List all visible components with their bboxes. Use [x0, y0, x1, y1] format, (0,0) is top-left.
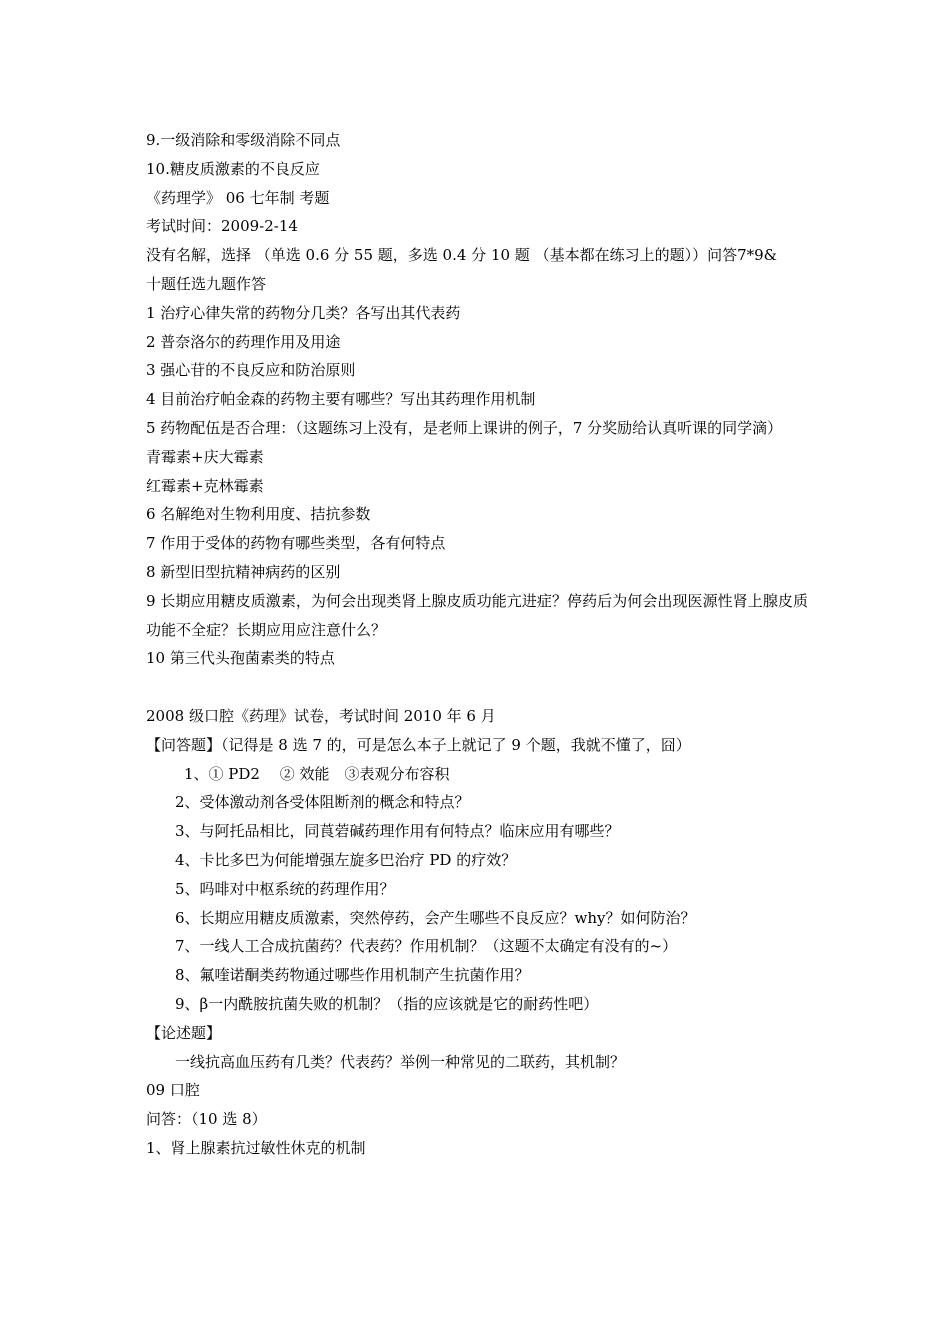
- question-item: 1 治疗心律失常的药物分几类？各写出其代表药: [146, 303, 461, 322]
- exam-date: 考试时间：2009-2-14: [146, 217, 298, 236]
- question-item: 6 名解绝对生物利用度、拮抗参数: [146, 505, 371, 524]
- question-item: 1、① PD2 ② 效能 ③表观分布容积: [184, 764, 450, 783]
- section-header: 【论述题】: [146, 1023, 222, 1042]
- text-line: 红霉素+克林霉素: [146, 476, 264, 495]
- essay-question: 一线抗高血压药有几类？代表药？举例一种常见的二联药，其机制？: [175, 1052, 626, 1071]
- question-item: 2、受体激动剂各受体阻断剂的概念和特点？: [175, 793, 470, 812]
- text-line: 9.一级消除和零级消除不同点: [146, 131, 341, 149]
- question-item: 1、肾上腺素抗过敏性休克的机制: [146, 1138, 366, 1157]
- question-item: 4 目前治疗帕金森的药物主要有哪些？写出其药理作用机制: [146, 390, 536, 409]
- question-item: 4、卡比多巴为何能增强左旋多巴治疗 PD 的疗效？: [175, 850, 517, 869]
- document-body: [146, 126, 808, 1163]
- text-line: 10.糖皮质激素的不良反应: [146, 159, 320, 178]
- blank-line: [146, 673, 808, 702]
- question-item: 5、吗啡对中枢系统的药理作用？: [175, 879, 395, 898]
- question-item: 9、β一内酰胺抗菌失败的机制？（指的应该就是它的耐药性吧）: [175, 994, 599, 1013]
- exam-format: 没有名解，选择 （单选 0.6 分 55 题，多选 0.4 分 10 题 （基本都在练习上的题））问答7*9&: [146, 246, 778, 265]
- question-item: 2 普奈洛尔的药理作用及用途: [146, 332, 341, 351]
- question-item: 9 长期应用糖皮质激素，为何会出现类肾上腺皮质功能亢进症？停药后为何会出现医源性肾上腺皮质功能不全症？长期应用应注意什么？: [146, 591, 808, 639]
- question-item: 5 药物配伍是否合理：（这题练习上没有，是老师上课讲的例子，7 分奖励给认真听课的同学滴）: [146, 418, 783, 437]
- question-item: 6、长期应用糖皮质激素，突然停药，会产生哪些不良反应？why？如何防治？: [175, 908, 696, 927]
- question-item: 3、与阿托品相比，同莨菪碱药理作用有何特点？临床应用有哪些？: [175, 822, 620, 841]
- exam-title: 2008 级口腔《药理》试卷，考试时间 2010 年 6 月: [146, 706, 496, 725]
- section-header: 问答：（10 选 8）: [146, 1110, 267, 1129]
- question-item: 8、氟喹诺酮类药物通过哪些作用机制产生抗菌作用？: [175, 966, 530, 985]
- question-item: 10 第三代头孢菌素类的特点: [146, 649, 335, 668]
- text-line: 青霉素+庆大霉素: [146, 447, 264, 466]
- exam-title: 《药理学》 06 七年制 考题: [146, 188, 330, 207]
- question-item: 7、一线人工合成抗菌药？代表药？作用机制？（这题不太确定有没有的~）: [175, 937, 678, 956]
- section-header: 【问答题】（记得是 8 选 7 的，可是怎么本子上就记了 9 个题，我就不懂了，囧）: [146, 735, 691, 754]
- question-item: 7 作用于受体的药物有哪些类型，各有何特点: [146, 534, 446, 553]
- question-item: 8 新型旧型抗精神病药的区别: [146, 562, 341, 581]
- text-line: 十题任选九题作答: [146, 274, 267, 293]
- question-item: 3 强心苷的不良反应和防治原则: [146, 361, 356, 380]
- exam-title: 09 口腔: [146, 1081, 200, 1100]
